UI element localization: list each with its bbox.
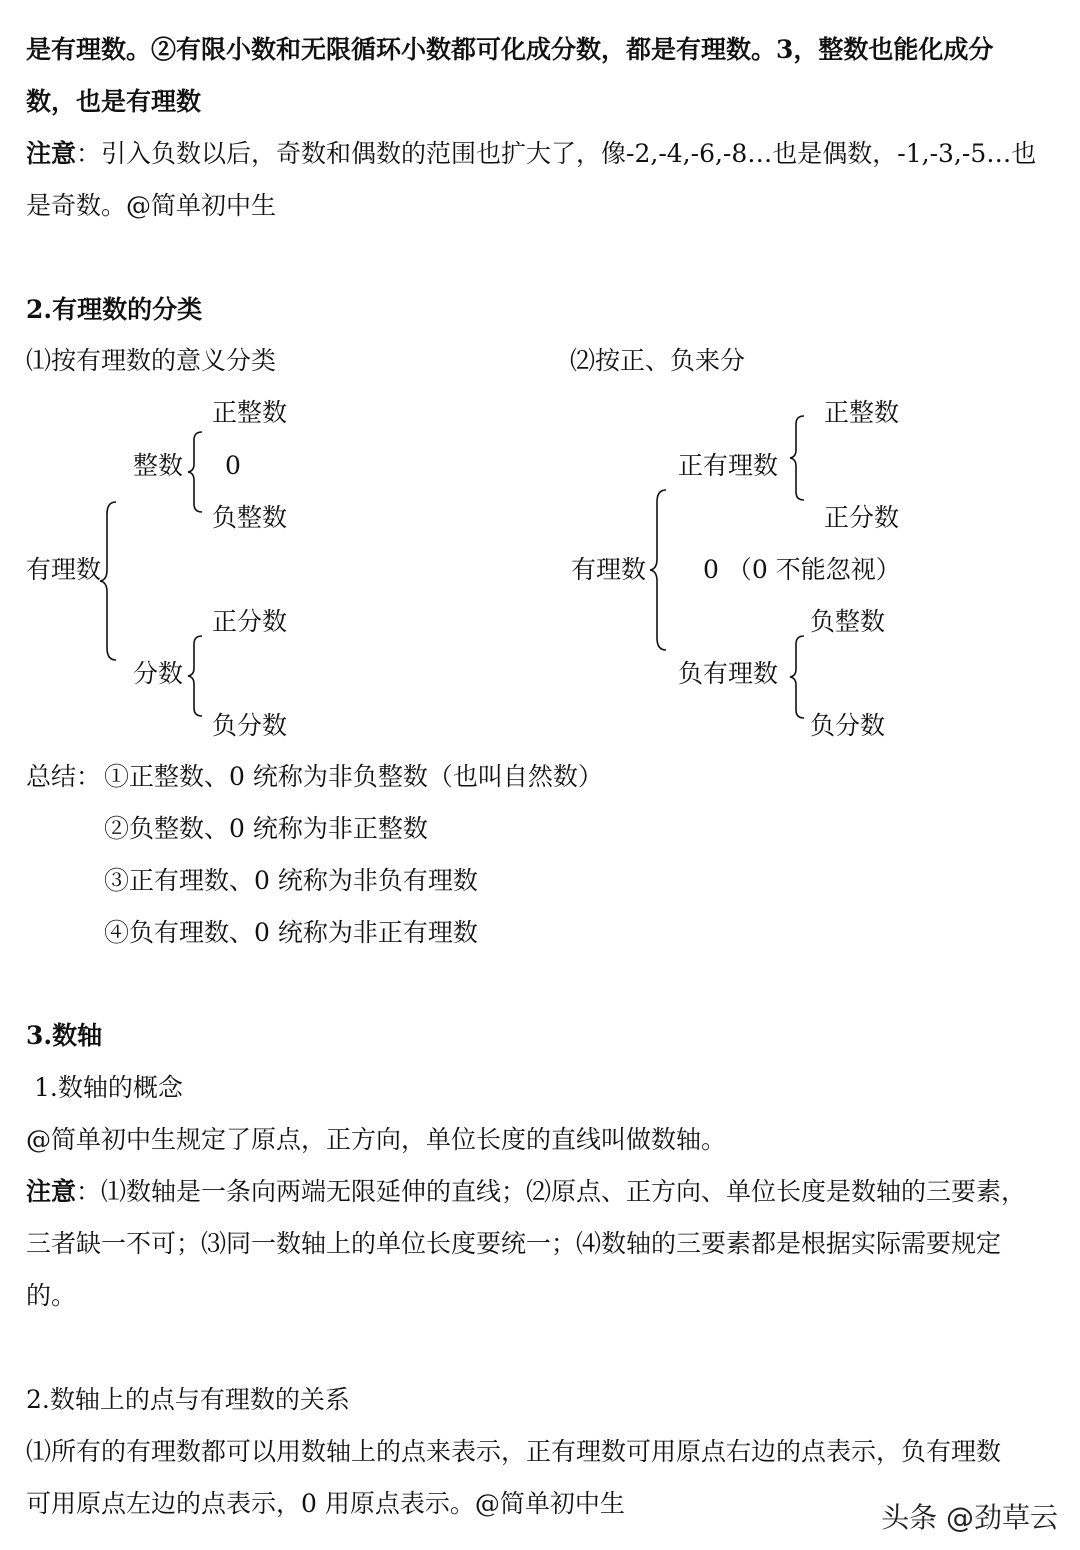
left-zero: 0 [225,451,241,480]
left-root-brace [98,500,120,662]
negative-rational-label: 负有理数 [678,659,779,688]
left-negative-integer: 负整数 [212,503,288,532]
section-3-heading: 3.数轴 [26,1021,103,1050]
watermark: 头条 @劲草云 [881,1501,1058,1534]
right-root-label: 有理数 [571,555,647,584]
left-root-label: 有理数 [26,555,102,584]
integer-brace [186,430,206,514]
right-zero-note: 0 （0 不能忽视） [703,555,901,584]
negative-rational-brace [788,634,808,720]
intro-line-1: 是有理数。②有限小数和无限循环小数都可化成分数，都是有理数。3，整数也能化成分 [26,35,994,64]
intro-note-line-2: 是奇数。@简单初中生 [26,191,277,220]
right-positive-integer: 正整数 [824,398,900,427]
note-text: ：⑴数轴是一条向两端无限延伸的直线；⑵原点、正方向、单位长度是数轴的三要素， [76,1177,1027,1206]
summary-item-3: ③正有理数、0 统称为非负有理数 [104,866,478,895]
intro-line-2: 数，也是有理数 [26,87,202,116]
fraction-brace [186,634,206,718]
paragraph-1-line-2: 可用原点左边的点表示，0 用原点表示。@简单初中生 [26,1489,625,1518]
section-3-note-line-1 [26,1166,1062,1218]
section-3-note-line-3: 的。 [26,1281,77,1310]
summary-label: 总结： [26,762,102,791]
section-2-heading: 2.有理数的分类 [26,295,203,324]
fraction-label: 分数 [133,659,184,688]
right-root-brace [648,488,670,652]
right-negative-fraction: 负分数 [810,711,886,740]
summary-item-2: ②负整数、0 统称为非正整数 [104,814,428,843]
left-diagram-title: ⑴按有理数的意义分类 [26,346,277,375]
paragraph-1-line-1: ⑴所有的有理数都可以用数轴上的点来表示，正有理数可用原点右边的点表示，负有理数 [26,1437,1002,1466]
positive-rational-label: 正有理数 [678,451,779,480]
summary-item-4: ④负有理数、0 统称为非正有理数 [104,918,478,947]
number-line-definition: @简单初中生规定了原点，正方向，单位长度的直线叫做数轴。 [26,1125,727,1154]
positive-rational-brace [788,414,808,502]
section-3-sub-2: 2.数轴上的点与有理数的关系 [26,1385,350,1414]
section-3-note-line-2: 三者缺一不可；⑶同一数轴上的单位长度要统一；⑷数轴的三要素都是根据实际需要规定 [26,1229,1002,1258]
right-positive-fraction: 正分数 [824,503,900,532]
right-negative-integer: 负整数 [810,607,886,636]
summary-item-1: ①正整数、0 统称为非负整数（也叫自然数） [104,762,603,791]
note-text: ：引入负数以后，奇数和偶数的范围也扩大了，像-2,-4,-6,-8…也是偶数，-1,-3,-5…也 [76,139,1037,168]
right-diagram-title: ⑵按正、负来分 [570,346,746,375]
section-3-sub-1: 1.数轴的概念 [34,1073,183,1102]
integer-label: 整数 [133,451,184,480]
left-negative-fraction: 负分数 [212,711,288,740]
intro-note-line-1 [26,128,1062,180]
left-positive-integer: 正整数 [212,398,288,427]
note-label: 注意 [26,1177,77,1206]
left-positive-fraction: 正分数 [212,607,288,636]
note-label: 注意 [26,139,77,168]
